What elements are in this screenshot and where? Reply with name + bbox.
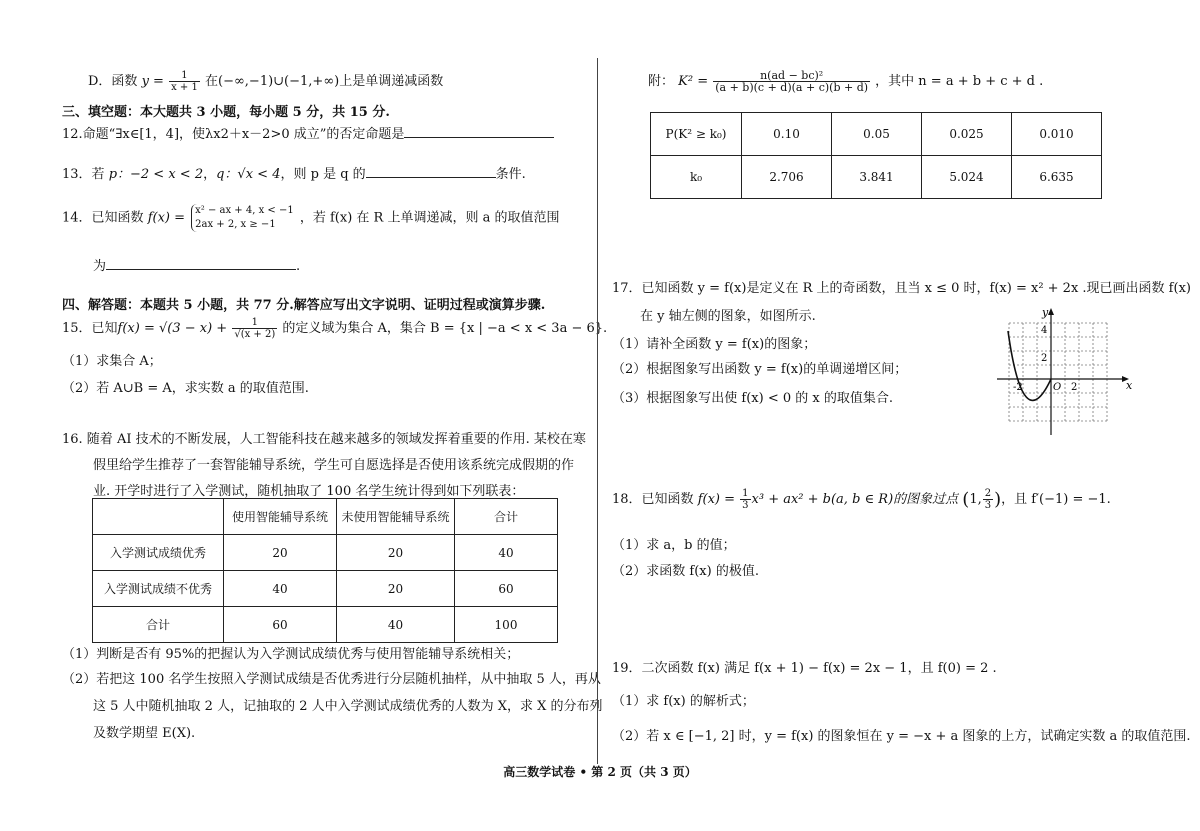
table-cell: 入学测试成绩不优秀 <box>93 571 224 607</box>
question-17-line1: 17．已知函数 y = f(x)是定义在 R 上的奇函数，且当 x ≤ 0 时，f(x) = x² + 2x .现已画出函数 f(x) <box>612 281 1191 296</box>
table-header: 未使用智能辅导系统 <box>337 499 455 535</box>
solve-heading: 四、解答题：本题共 5 小题，共 77 分.解答应写出文字说明、证明过程或演算步骤. <box>62 298 546 313</box>
question-17-line2: 在 y 轴左侧的图象，如图所示. <box>640 309 816 324</box>
question-15-part1: （1）求集合 A； <box>62 354 162 369</box>
table-cell: 40 <box>455 535 558 571</box>
question-16-part2-line2: 这 5 人中随机抽取 2 人，记抽取的 2 人中入学测试成绩优秀的人数为 X，求 X 的分布列 <box>93 699 603 714</box>
table-cell: 60 <box>455 571 558 607</box>
contingency-table <box>92 498 558 643</box>
fill-in-heading: 三、填空题：本大题共 3 小题，每小题 5 分，共 15 分. <box>62 105 390 120</box>
x-axis-label: x <box>1126 379 1133 392</box>
table-row <box>93 607 558 643</box>
table-cell: 2.706 <box>742 156 832 199</box>
question-16-part1: （1）判断是否有 95%的把握认为入学测试成绩优秀与使用智能辅导系统相关； <box>62 647 520 662</box>
question-14-line2: 为 . <box>93 255 300 274</box>
question-19-part2: （2）若 x ∈ [−1, 2] 时，y = f(x) 的图象恒在 y = −x + a 图象的上方，试确定实数 a 的取值范围. <box>612 729 1191 744</box>
tick-label: 2 <box>1071 382 1078 393</box>
table-cell: 6.635 <box>1012 156 1102 199</box>
table-cell: 20 <box>337 571 455 607</box>
question-16-part2-line3: 及数学期望 E(X). <box>93 726 196 741</box>
appendix-formula: 附： K² = $\frac{\text{n(ad − bc)²}}{(a + b)(c + d)(a + c)(b + d)}$ ，其中 n = a + b + c + d . <box>648 69 1044 94</box>
table-cell: 100 <box>455 607 558 643</box>
table-row <box>93 571 558 607</box>
question-17-part3: （3）根据图象写出使 f(x) < 0 的 x 的取值集合. <box>612 391 893 406</box>
answer-blank[interactable] <box>106 255 296 270</box>
table-row <box>93 535 558 571</box>
question-18-part1: （1）求 a，b 的值； <box>612 538 736 553</box>
question-17-part1: （1）请补全函数 y = f(x)的图象； <box>612 337 817 352</box>
tick-label: 2 <box>1041 353 1048 364</box>
table-row <box>651 113 1102 156</box>
question-15: 15．已知f(x) = √(3 − x) + $\frac{1}{√(x + 2)}$ 的定义域为集合 A，集合 B = {x | −a < x < 3a − 6}. <box>62 317 608 340</box>
table-header: 使用智能辅导系统 <box>224 499 337 535</box>
table-cell: 60 <box>224 607 337 643</box>
table-cell: 0.010 <box>1012 113 1102 156</box>
table-cell: 0.05 <box>832 113 922 156</box>
y-arrow-icon <box>1048 308 1054 315</box>
y-axis-label: y <box>1042 306 1049 319</box>
table-cell: 3.841 <box>832 156 922 199</box>
question-15-part2: （2）若 A∪B = A，求实数 a 的取值范围. <box>62 381 309 396</box>
column-divider <box>597 58 598 764</box>
question-18: 18．已知函数 f(x) = $\frac{1}{3}$ x³ + ax² + b(a, b ∈ R)的图象过点 (1, $\frac{2}{3}$ )，且 f′(−1) = −1. <box>612 488 1111 511</box>
table-header: 合计 <box>455 499 558 535</box>
tick-label: 4 <box>1041 325 1048 336</box>
tick-label: -2 <box>1013 382 1023 393</box>
table-cell: 0.10 <box>742 113 832 156</box>
question-17-part2: （2）根据图象写出函数 y = f(x)的单调递增区间； <box>612 362 908 377</box>
option-d: D．函数 y = $\frac{1}{x + 1}$ 在(−∞,−1)∪(−1,+∞)上是单调递减函数 <box>88 70 444 93</box>
question-16-line3: 业. 开学时进行了入学测试，随机抽取了 100 名学生统计得到如下列联表： <box>93 484 525 499</box>
question-18-part2: （2）求函数 f(x) 的极值. <box>612 564 759 579</box>
answer-blank[interactable] <box>404 123 554 138</box>
table-cell: k₀ <box>651 156 742 199</box>
table-cell: 40 <box>224 571 337 607</box>
question-13: 13．若 p：−2 < x < 2，q：√x < 4，则 p 是 q 的 条件. <box>62 163 526 182</box>
table-cell: P(K² ≥ k₀) <box>651 113 742 156</box>
question-16-line1: 16. 随着 AI 技术的不断发展，人工智能科技在越来越多的领域发挥着重要的作用. 某校在寒 <box>62 432 586 447</box>
table-cell: 入学测试成绩优秀 <box>93 535 224 571</box>
k-value-table <box>650 112 1102 199</box>
table-cell: 20 <box>337 535 455 571</box>
table-cell: 5.024 <box>922 156 1012 199</box>
question-19: 19．二次函数 f(x) 满足 f(x + 1) − f(x) = 2x − 1，且 f(0) = 2 . <box>612 661 997 676</box>
question-16-line2: 假里给学生推荐了一套智能辅导系统，学生可自愿选择是否使用该系统完成假期的作 <box>93 458 575 473</box>
table-header <box>93 499 224 535</box>
question-16-part2-line1: （2）若把这 100 名学生按照入学测试成绩是否优秀进行分层随机抽样，从中抽取 5 人，再从 <box>62 672 601 687</box>
table-cell: 0.025 <box>922 113 1012 156</box>
table-cell: 20 <box>224 535 337 571</box>
answer-blank[interactable] <box>366 163 496 178</box>
origin-label: O <box>1053 382 1062 393</box>
page-footer: 高三数学试卷 • 第 2 页（共 3 页） <box>503 765 697 779</box>
table-cell: 合计 <box>93 607 224 643</box>
question-14: 14．已知函数 f(x) = x² − ax + 4, x < −1 2ax + 2, x ≥ −1 ，若 f(x) 在 R 上单调递减，则 a 的取值范围 <box>62 205 560 230</box>
table-row <box>651 156 1102 199</box>
question-12: 12.命题“∃x∈[1，4]，使λx2＋x－2>0 成立”的否定命题是 <box>62 123 554 142</box>
function-graph <box>995 305 1140 435</box>
question-19-part1: （1）求 f(x) 的解析式； <box>612 694 755 709</box>
table-cell: 40 <box>337 607 455 643</box>
grid-lines <box>1009 323 1107 421</box>
